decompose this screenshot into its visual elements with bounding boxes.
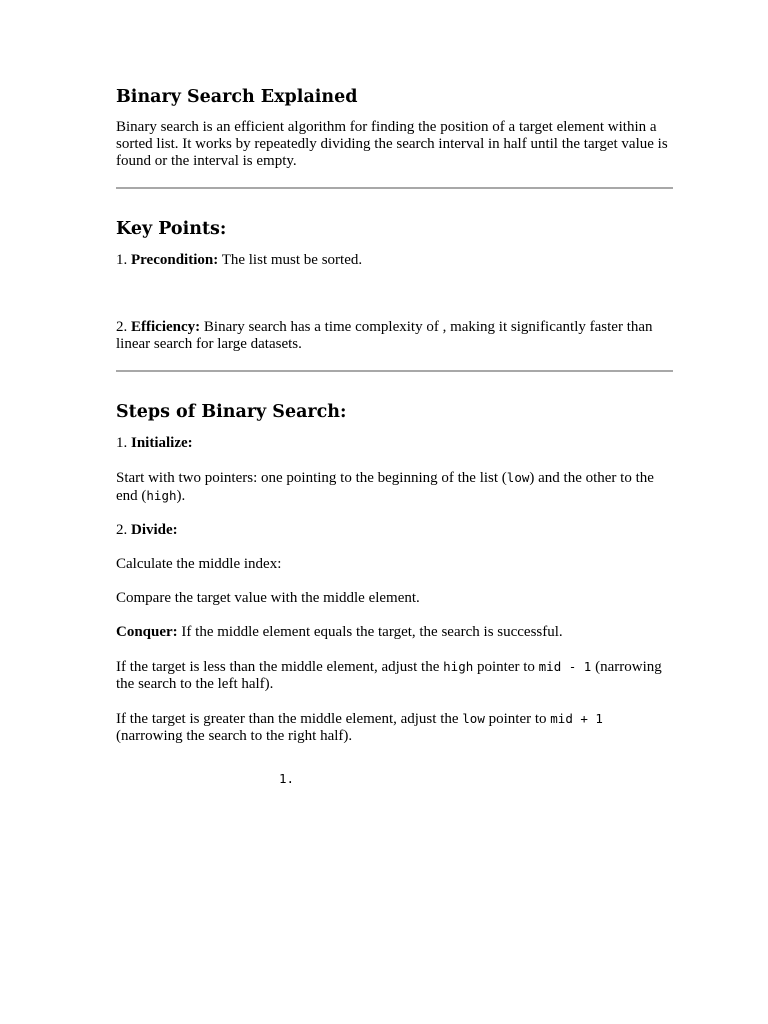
key-point-text: Binary search has a time complexity of , making it significantly faster than linear search for large datasets.	[116, 319, 653, 352]
step-label: Divide:	[131, 522, 178, 538]
step-label: Initialize:	[131, 435, 193, 451]
divider	[116, 370, 673, 372]
step-number: 1.	[116, 435, 128, 451]
step-initialize-heading	[116, 435, 673, 452]
key-point-label: Precondition:	[131, 252, 219, 268]
page-title: Binary Search Explained	[116, 87, 358, 107]
intro-paragraph: Binary search is an efficient algorithm for finding the position of a target element within a sorted list. It works by repeatedly dividing the search interval in half until the target value is found or the interval is empty.	[116, 119, 668, 169]
divider	[116, 187, 673, 189]
text-fragment: ).	[176, 488, 186, 504]
key-point-number: 1.	[116, 252, 128, 268]
step-divide-compare: Compare the target value with the middle element.	[116, 590, 420, 606]
text-fragment: If the target is less than the middle element, adjust the	[116, 659, 444, 675]
code-high: high	[146, 488, 177, 503]
trailing-list-number: 1.	[279, 771, 295, 786]
text-fragment: (narrowing the search to the left half).	[116, 659, 662, 692]
conquer-paragraph	[116, 624, 673, 641]
step-number: 2.	[116, 522, 128, 538]
code-mid-plus: mid + 1	[550, 711, 603, 726]
greater-than-paragraph	[116, 710, 673, 745]
key-points-heading: Key Points:	[116, 219, 227, 239]
less-than-paragraph	[116, 658, 673, 693]
key-point-label: Efficiency:	[131, 319, 201, 335]
text-fragment: pointer to	[473, 659, 539, 675]
code-mid-minus: mid - 1	[538, 659, 592, 674]
text-fragment: ) and the other to the end (	[116, 470, 654, 504]
step-divide-calc: Calculate the middle index:	[116, 556, 282, 572]
document-content	[116, 84, 673, 745]
text-fragment: (narrowing the search to the right half).	[116, 728, 353, 744]
steps-heading: Steps of Binary Search:	[116, 402, 347, 422]
key-point-text: The list must be sorted.	[218, 252, 363, 268]
key-point-precondition	[116, 252, 673, 269]
text-fragment: pointer to	[484, 711, 551, 727]
step-divide-heading	[116, 522, 673, 539]
conquer-label: Conquer:	[116, 624, 178, 640]
code-low: low	[462, 711, 485, 726]
text-fragment: If the target is greater than the middle element, adjust the	[116, 711, 463, 727]
text-fragment: Start with two pointers: one pointing to the beginning of the list (	[116, 470, 507, 486]
code-low: low	[506, 470, 530, 485]
key-point-efficiency	[116, 319, 673, 353]
key-point-number: 2.	[116, 319, 128, 335]
code-high: high	[443, 659, 474, 674]
conquer-text: If the middle element equals the target, the search is successful.	[177, 624, 563, 640]
step-initialize-text	[116, 469, 673, 505]
